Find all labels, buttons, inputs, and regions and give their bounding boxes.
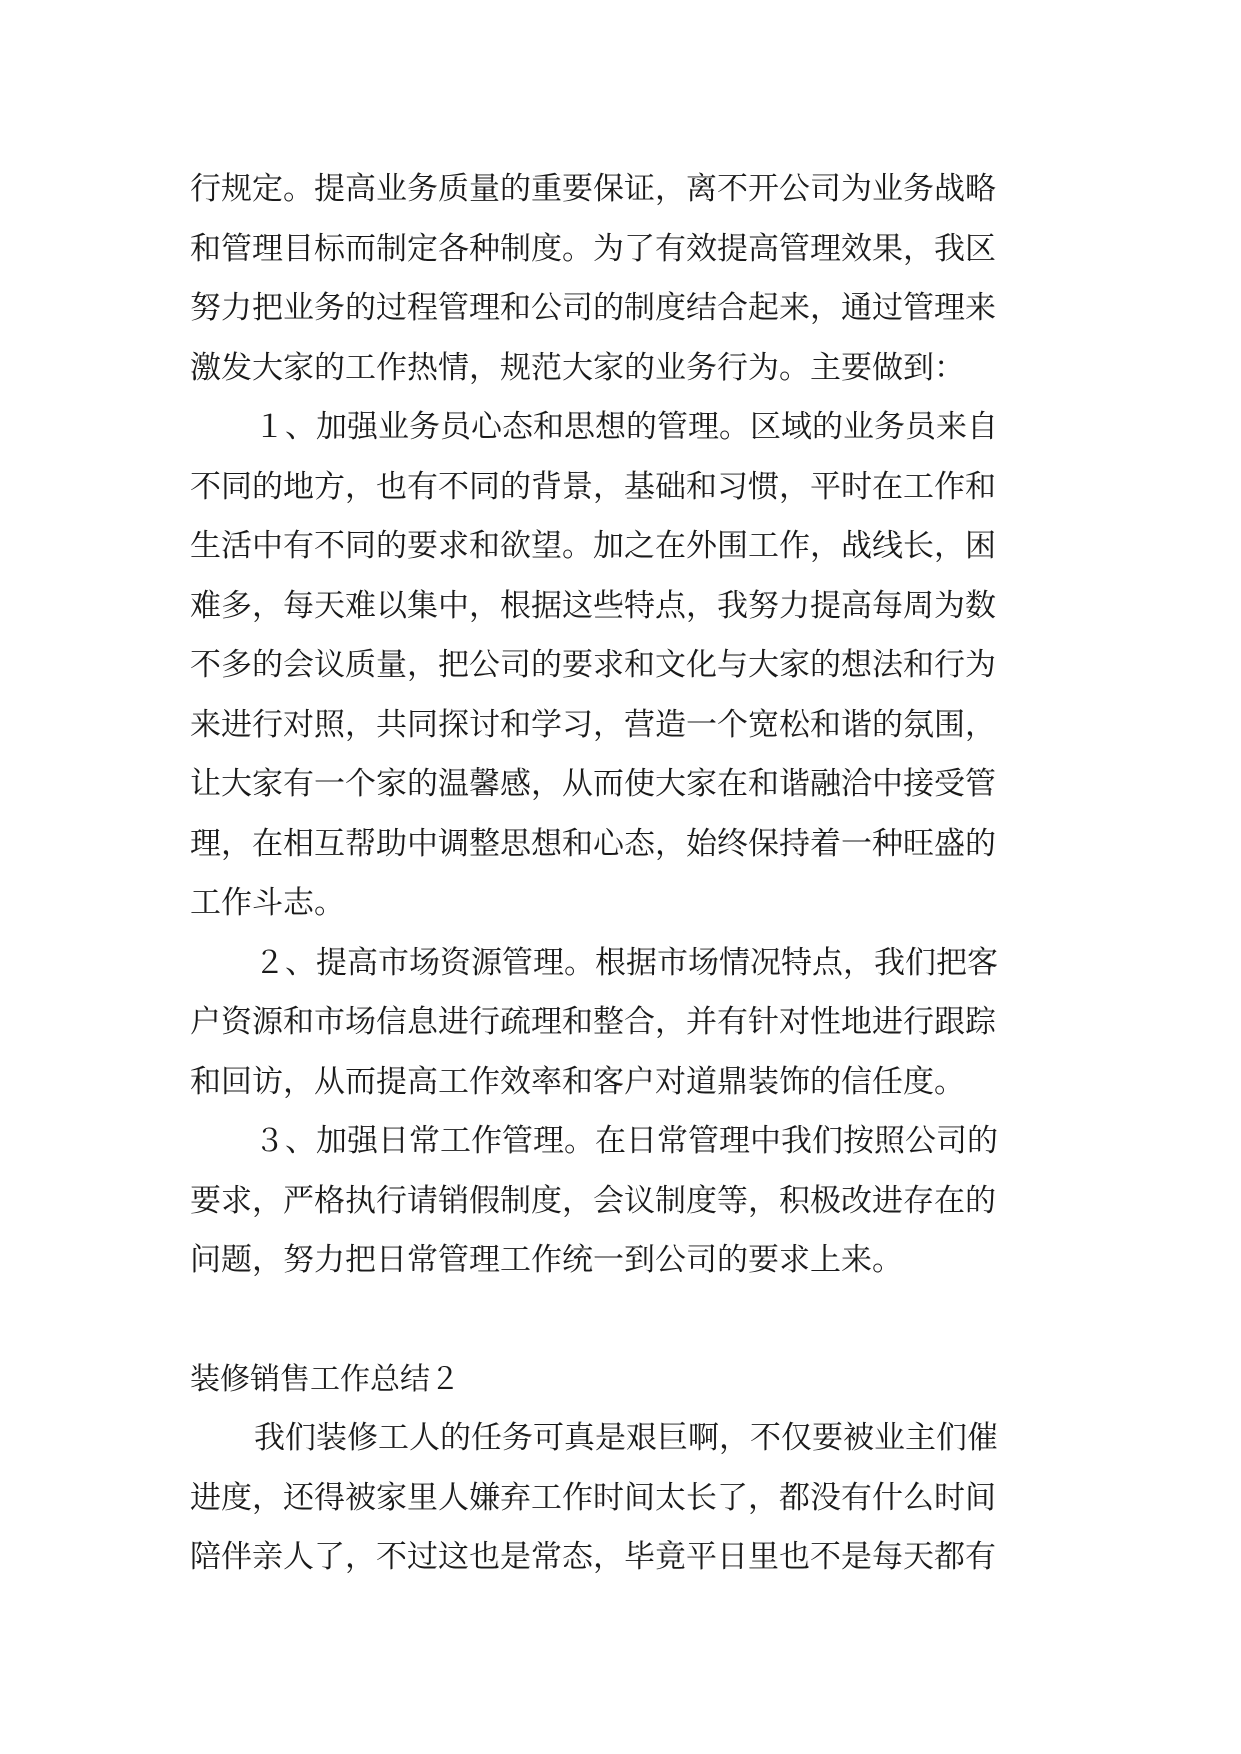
- text-line: 不多的会议质量，把公司的要求和文化与大家的想法和行为: [190, 647, 996, 683]
- text-line: １、加强业务员心态和思想的管理。区域的业务员来自: [254, 409, 998, 445]
- text-line: 不同的地方，也有不同的背景，基础和习惯，平时在工作和: [190, 468, 996, 505]
- text-line: 工作斗志。: [190, 885, 345, 921]
- text-line: 激发大家的工作热情，规范大家的业务行为。主要做到：: [190, 349, 965, 386]
- document-body: [190, 160, 1070, 1588]
- text-line: 和管理目标而制定各种制度。为了有效提高管理效果，我区: [190, 230, 996, 267]
- text-line: 我们装修工人的任务可真是艰巨啊，不仅要被业主们催: [254, 1420, 998, 1456]
- section-2-paragraph: [190, 1409, 1070, 1588]
- text-line: ２、提高市场资源管理。根据市场情况特点，我们把客: [254, 944, 998, 981]
- item-2-paragraph: [190, 934, 1070, 1113]
- text-line: 进度，还得被家里人嫌弃工作时间太长了，都没有什么时间: [190, 1479, 996, 1516]
- item-3-paragraph: [190, 1112, 1070, 1291]
- text-line: 难多，每天难以集中，根据这些特点，我努力提高每周为数: [190, 587, 996, 624]
- text-line: 问题，努力把日常管理工作统一到公司的要求上来。: [190, 1242, 903, 1278]
- text-line: ３、加强日常工作管理。在日常管理中我们按照公司的: [254, 1123, 998, 1159]
- text-line: 让大家有一个家的温馨感，从而使大家在和谐融洽中接受管: [190, 766, 996, 802]
- text-line: 努力把业务的过程管理和公司的制度结合起来，通过管理来: [190, 290, 996, 326]
- text-line: 和回访，从而提高工作效率和客户对道鼎装饰的信任度。: [190, 1063, 965, 1100]
- text-line: 理，在相互帮助中调整思想和心态，始终保持着一种旺盛的: [190, 825, 996, 862]
- text-line: 行规定。提高业务质量的重要保证，离不开公司为业务战略: [190, 171, 996, 207]
- text-line: 陪伴亲人了，不过这也是常态，毕竟平日里也不是每天都有: [190, 1539, 996, 1575]
- intro-paragraph: [190, 160, 1070, 398]
- item-1-paragraph: [190, 398, 1070, 934]
- text-line: 要求，严格执行请销假制度，会议制度等，积极改进存在的: [190, 1182, 996, 1219]
- text-line: 户资源和市场信息进行疏理和整合，并有针对性地进行跟踪: [190, 1004, 996, 1040]
- text-line: 生活中有不同的要求和欲望。加之在外围工作，战线长，困: [190, 528, 996, 564]
- text-line: 来进行对照，共同探讨和学习，营造一个宽松和谐的氛围，: [190, 706, 996, 743]
- section-heading: 装修销售工作总结２: [190, 1361, 460, 1397]
